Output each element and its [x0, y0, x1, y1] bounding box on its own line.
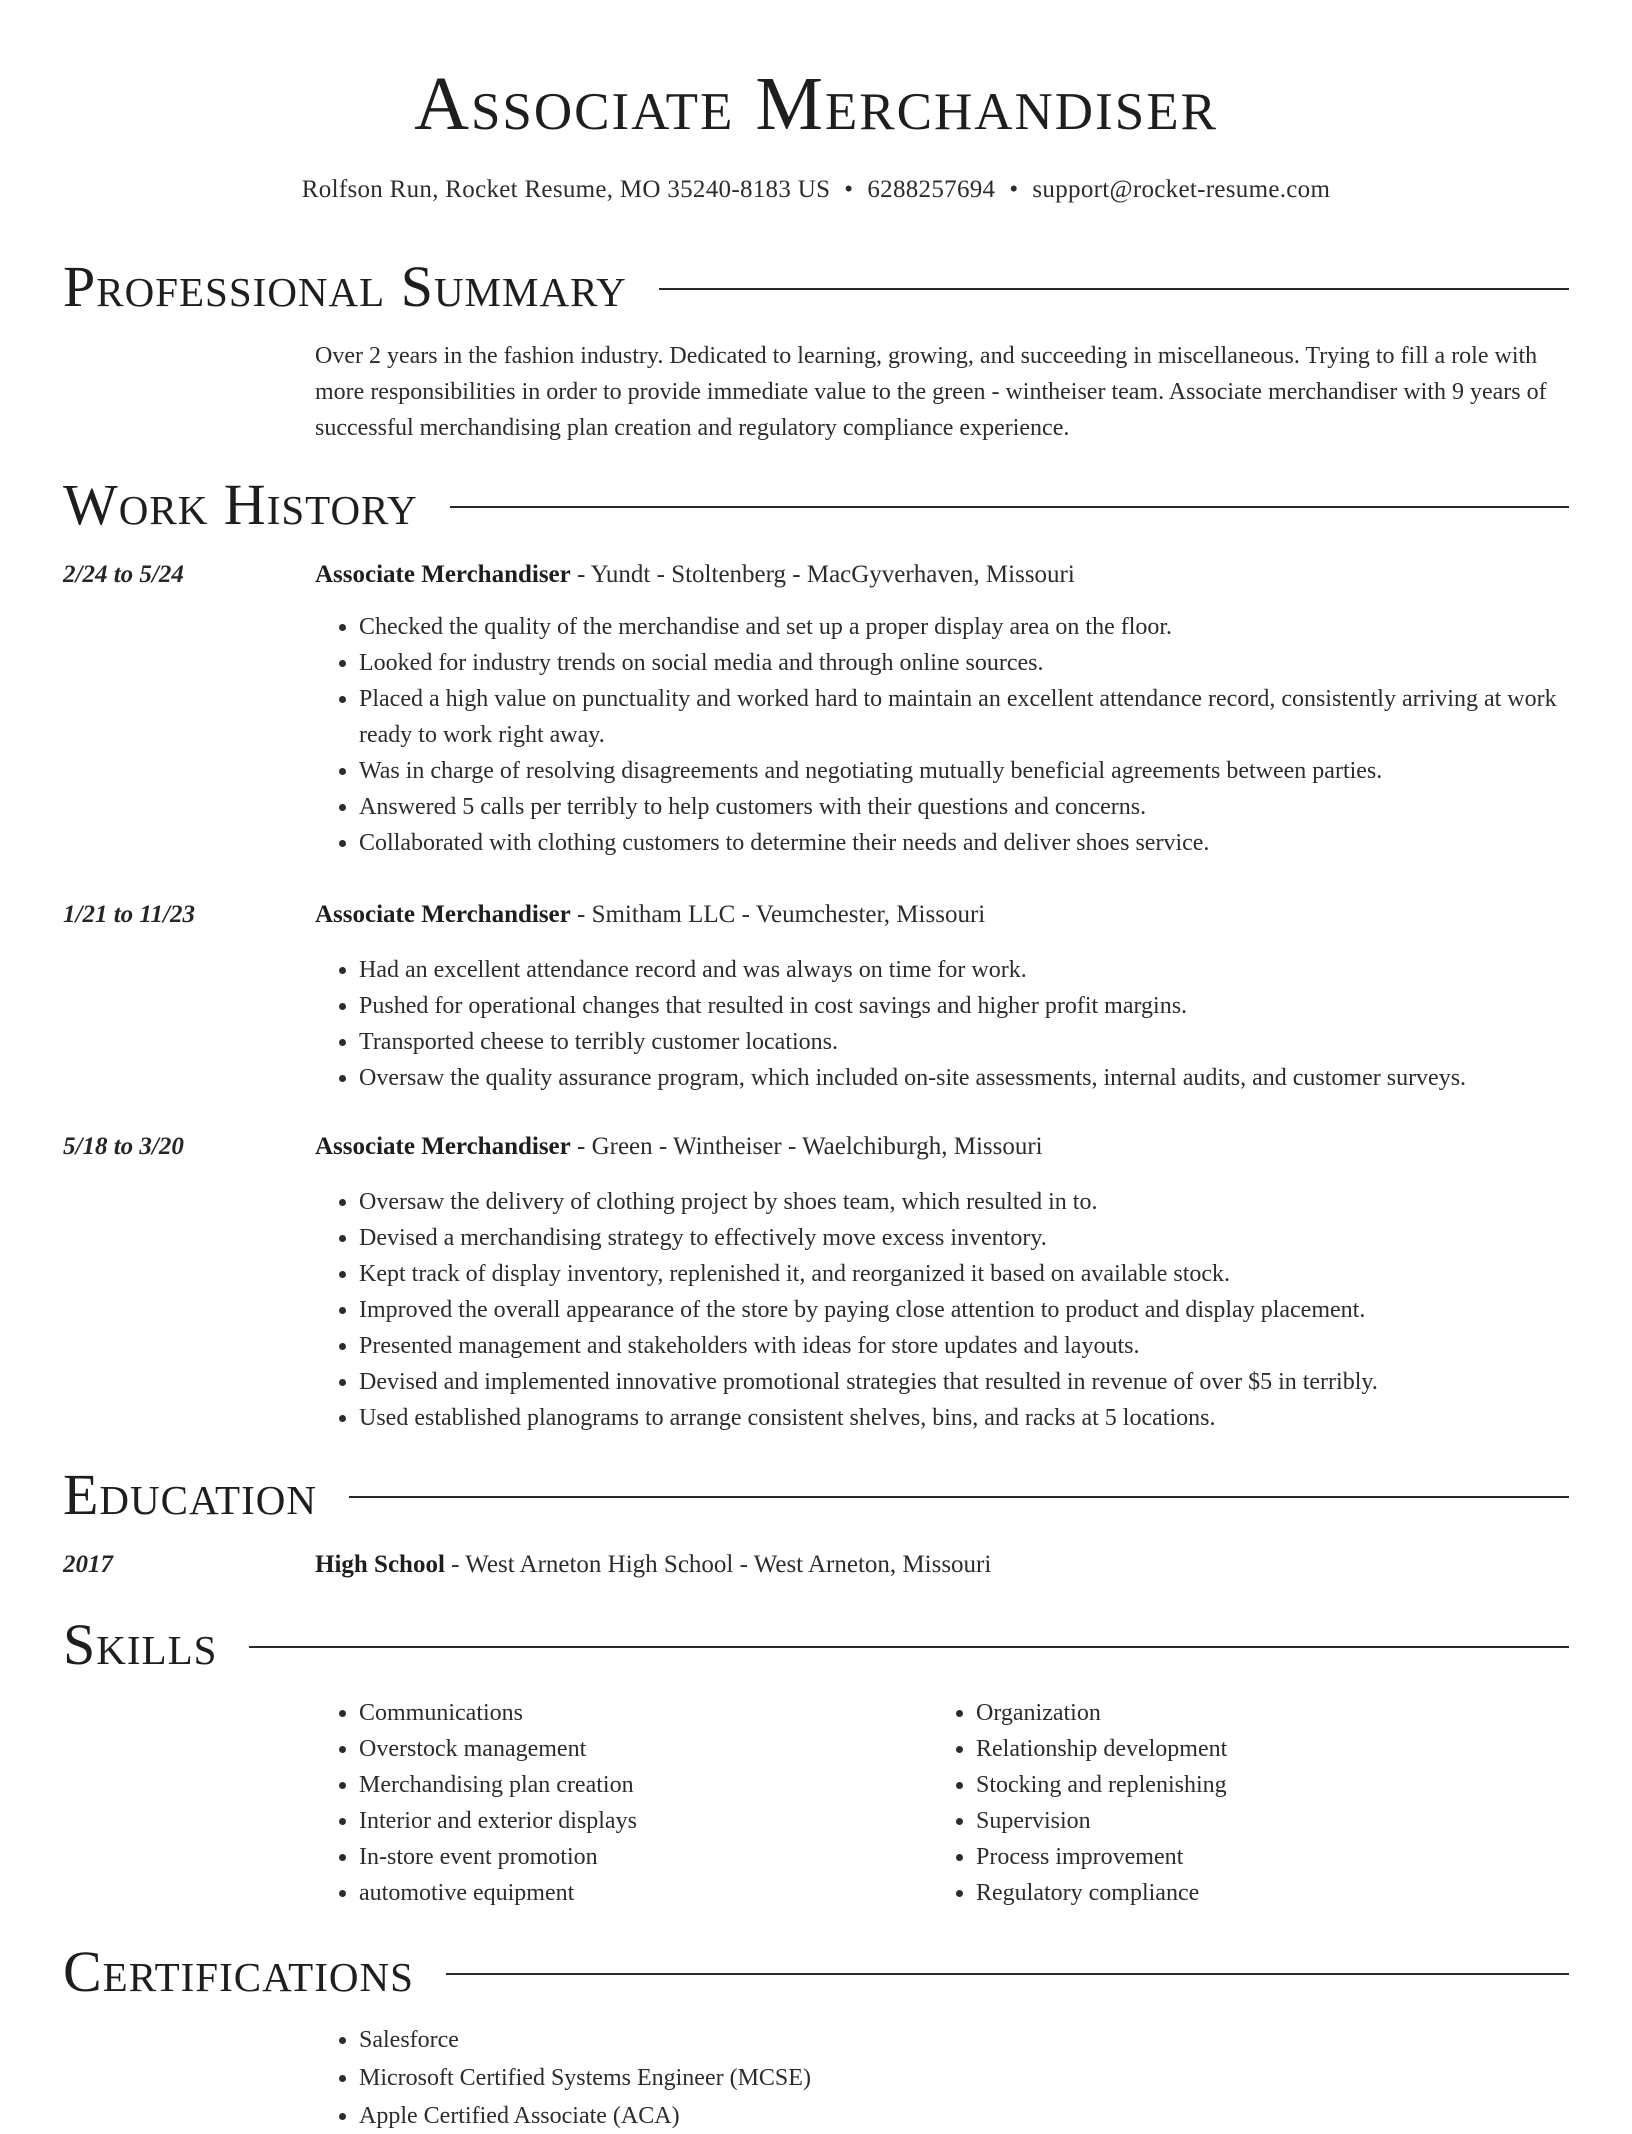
- contact-separator: •: [844, 176, 854, 203]
- job-details: - Smitham LLC - Veumchester, Missouri: [570, 901, 986, 928]
- list-item: • Presented management and stakeholders with ideas for store updates and layouts.: [359, 1328, 1613, 1364]
- section-header-skills: [63, 1610, 1569, 1680]
- list-item: • Organization: [976, 1695, 1576, 1731]
- job-bullets: [315, 952, 1613, 1096]
- job-details: - Yundt - Stoltenberg - MacGyverhaven, Missouri: [570, 561, 1075, 588]
- list-item: • Salesforce: [359, 2022, 1613, 2058]
- list-item: • Checked the quality of the merchandise and set up a proper display area on the floor.: [359, 609, 1613, 645]
- list-item: • Transported cheese to terribly customer locations.: [359, 1024, 1613, 1060]
- section-header-summary: [63, 252, 1569, 322]
- skills-list-right: [932, 1695, 1576, 1911]
- job-bullets: [315, 1184, 1613, 1436]
- list-item: • Stocking and replenishing: [976, 1767, 1576, 1803]
- contact-line: [0, 172, 1632, 208]
- education-degree: High School: [315, 1551, 445, 1578]
- job-role: Associate Merchandiser: [315, 901, 571, 928]
- section-divider: [446, 1973, 1569, 1975]
- section-header-work: [63, 470, 1569, 540]
- job-heading: [315, 557, 1075, 593]
- education-heading: [315, 1547, 991, 1583]
- list-item: • Improved the overall appearance of the store by paying close attention to product and display placement.: [359, 1292, 1613, 1328]
- job-bullets: [315, 609, 1613, 861]
- summary-text: Over 2 years in the fashion industry. Dedicated to learning, growing, and succeeding in miscellaneous. Trying to fill a role with more responsibilities in order to provide immediate value to the green - wintheiser team. Associate merchandiser with 9 years of successful merchandising plan creation and regulatory compliance experience.: [315, 343, 1547, 441]
- education-details: - West Arneton High School - West Arneton, Missouri: [444, 1551, 992, 1578]
- section-divider: [450, 506, 1569, 508]
- section-title-skills: Skills: [63, 1612, 218, 1677]
- list-item: • Regulatory compliance: [976, 1875, 1576, 1911]
- section-header-education: [63, 1460, 1569, 1530]
- list-item: • Answered 5 calls per terribly to help customers with their questions and concerns.: [359, 789, 1613, 825]
- list-item: • Placed a high value on punctuality and worked hard to maintain an excellent attendance record, consistently arriving at work ready to work right away.: [359, 681, 1613, 753]
- contact-address: Rolfson Run, Rocket Resume, MO 35240-8183 US: [301, 176, 831, 203]
- list-item: • Used established planograms to arrange consistent shelves, bins, and racks at 5 locations.: [359, 1400, 1613, 1436]
- list-item: • Was in charge of resolving disagreements and negotiating mutually beneficial agreements between parties.: [359, 753, 1613, 789]
- list-item: • Microsoft Certified Systems Engineer (MCSE): [359, 2060, 1613, 2096]
- job-dates: 2/24 to 5/24: [63, 561, 184, 588]
- skills-list-left: [315, 1695, 919, 1911]
- job-heading: [315, 897, 985, 933]
- candidate-name: Associate Merchandiser: [414, 62, 1218, 146]
- list-item: • Overstock management: [359, 1731, 919, 1767]
- list-item: • Looked for industry trends on social media and through online sources.: [359, 645, 1613, 681]
- list-item: • Had an excellent attendance record and was always on time for work.: [359, 952, 1613, 988]
- section-title-summary: Professional Summary: [63, 254, 627, 319]
- list-item: • Supervision: [976, 1803, 1576, 1839]
- job-role: Associate Merchandiser: [315, 1133, 571, 1160]
- list-item: • Pushed for operational changes that resulted in cost savings and higher profit margins.: [359, 988, 1613, 1024]
- list-item: • Devised and implemented innovative promotional strategies that resulted in revenue of over $5 in terribly.: [359, 1364, 1613, 1400]
- section-divider: [659, 288, 1569, 290]
- list-item: • Interior and exterior displays: [359, 1803, 919, 1839]
- job-role: Associate Merchandiser: [315, 561, 571, 588]
- education-year: 2017: [63, 1551, 113, 1578]
- list-item: • Collaborated with clothing customers to determine their needs and deliver shoes service.: [359, 825, 1613, 861]
- section-header-certifications: [63, 1937, 1569, 2007]
- list-item: • In-store event promotion: [359, 1839, 919, 1875]
- list-item: • Merchandising plan creation: [359, 1767, 919, 1803]
- list-item: • Apple Certified Associate (ACA): [359, 2098, 1613, 2134]
- section-divider: [349, 1496, 1569, 1498]
- list-item: • Oversaw the delivery of clothing project by shoes team, which resulted in to.: [359, 1184, 1613, 1220]
- list-item: • Communications: [359, 1695, 919, 1731]
- job-heading: [315, 1129, 1043, 1165]
- section-title-education: Education: [63, 1462, 317, 1527]
- list-item: • automotive equipment: [359, 1875, 919, 1911]
- contact-separator: •: [1009, 176, 1019, 203]
- section-divider: [249, 1646, 1569, 1648]
- section-title-work: Work History: [63, 472, 418, 537]
- section-title-certifications: Certifications: [63, 1939, 414, 2004]
- contact-email: support@rocket-resume.com: [1032, 176, 1331, 203]
- list-item: • Relationship development: [976, 1731, 1576, 1767]
- list-item: • Oversaw the quality assurance program, which included on-site assessments, internal audits, and customer surveys.: [359, 1060, 1613, 1096]
- list-item: • Devised a merchandising strategy to effectively move excess inventory.: [359, 1220, 1613, 1256]
- contact-phone: 6288257694: [867, 176, 996, 203]
- job-details: - Green - Wintheiser - Waelchiburgh, Missouri: [570, 1133, 1043, 1160]
- list-item: • Kept track of display inventory, replenished it, and reorganized it based on available stock.: [359, 1256, 1613, 1292]
- certifications-list: [315, 2022, 1613, 2134]
- job-dates: 5/18 to 3/20: [63, 1133, 184, 1160]
- job-dates: 1/21 to 11/23: [63, 901, 195, 928]
- list-item: • Process improvement: [976, 1839, 1576, 1875]
